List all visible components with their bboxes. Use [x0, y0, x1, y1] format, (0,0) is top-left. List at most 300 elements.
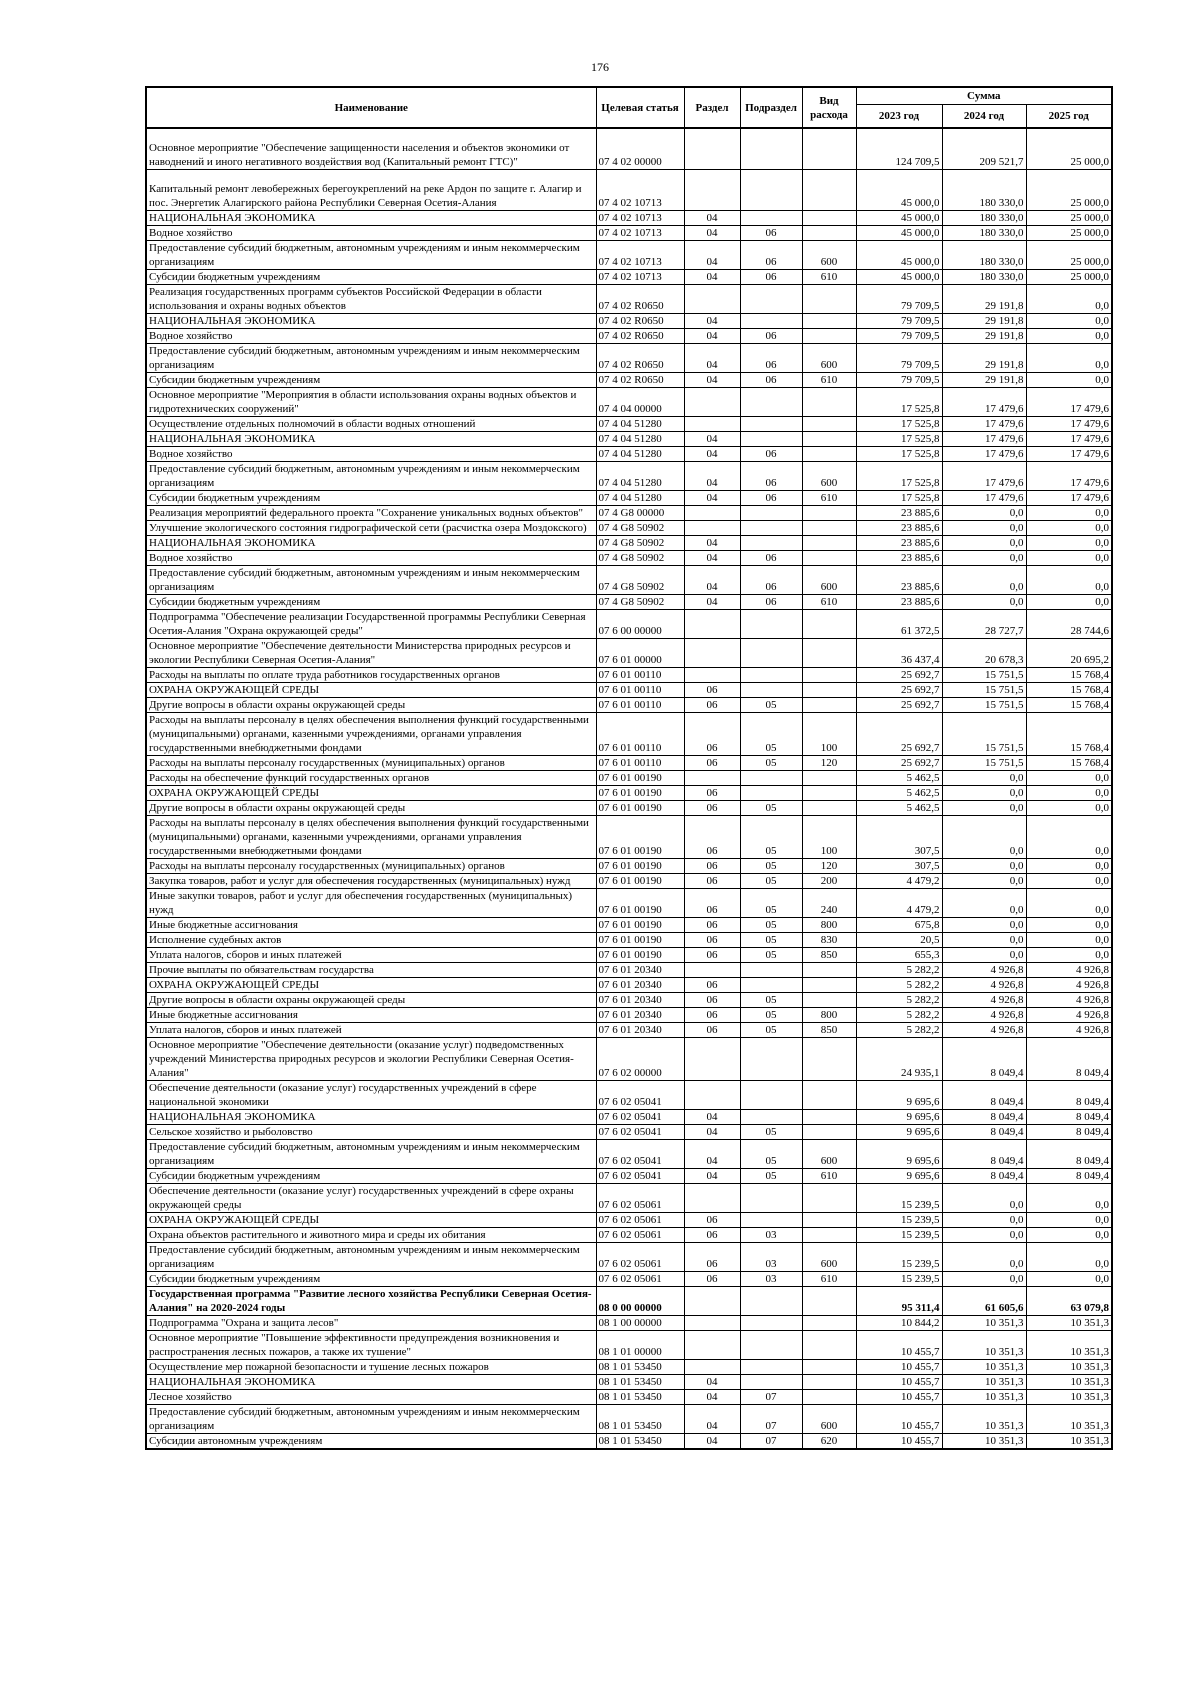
row-target-code: 07 6 01 00190 [596, 816, 684, 859]
row-name: Субсидии автономным учреждениям [146, 1434, 596, 1450]
table-row [146, 1213, 1112, 1228]
row-target-code: 07 4 02 10713 [596, 226, 684, 241]
row-target-code: 07 6 01 20340 [596, 1023, 684, 1038]
row-target-code: 07 6 02 05061 [596, 1272, 684, 1287]
row-subsection: 07 [740, 1434, 802, 1450]
row-target-code: 07 4 G8 50902 [596, 595, 684, 610]
row-section: 04 [684, 491, 740, 506]
row-target-code: 07 6 02 05041 [596, 1140, 684, 1169]
row-expense-type [802, 1287, 856, 1316]
row-name: Основное мероприятие "Мероприятия в области использования охраны водных объектов и гидротехнических сооружений" [146, 388, 596, 417]
row-sum-2023: 45 000,0 [856, 241, 942, 270]
row-section: 04 [684, 447, 740, 462]
row-expense-type [802, 1331, 856, 1360]
table-row [146, 170, 1112, 211]
row-sum-2025: 10 351,3 [1026, 1360, 1112, 1375]
row-target-code: 08 1 01 53450 [596, 1390, 684, 1405]
row-expense-type [802, 963, 856, 978]
row-sum-2025: 0,0 [1026, 595, 1112, 610]
row-target-code: 08 1 01 53450 [596, 1360, 684, 1375]
table-row [146, 801, 1112, 816]
row-subsection [740, 170, 802, 211]
row-section: 06 [684, 978, 740, 993]
row-sum-2025: 4 926,8 [1026, 993, 1112, 1008]
row-subsection: 05 [740, 801, 802, 816]
row-target-code: 07 4 G8 00000 [596, 506, 684, 521]
row-sum-2025: 0,0 [1026, 771, 1112, 786]
row-subsection [740, 314, 802, 329]
row-sum-2025: 0,0 [1026, 329, 1112, 344]
row-name: Сельское хозяйство и рыболовство [146, 1125, 596, 1140]
row-section: 04 [684, 536, 740, 551]
row-sum-2024: 10 351,3 [942, 1316, 1026, 1331]
row-subsection: 05 [740, 1140, 802, 1169]
row-section: 06 [684, 874, 740, 889]
row-sum-2025: 10 351,3 [1026, 1316, 1112, 1331]
row-expense-type [802, 1213, 856, 1228]
table-row [146, 462, 1112, 491]
row-sum-2025: 0,0 [1026, 566, 1112, 595]
row-sum-2024: 20 678,3 [942, 639, 1026, 668]
header-sum: Сумма [856, 87, 1112, 105]
row-expense-type: 830 [802, 933, 856, 948]
row-expense-type: 610 [802, 1169, 856, 1184]
row-sum-2025: 4 926,8 [1026, 963, 1112, 978]
row-name: Уплата налогов, сборов и иных платежей [146, 1023, 596, 1038]
table-row [146, 241, 1112, 270]
row-expense-type [802, 993, 856, 1008]
row-name: Основное мероприятие "Обеспечение защищенности населения и объектов экономики от наводнений и иного негативного воздействия вод (Капитальный ремонт ГТС)" [146, 128, 596, 170]
row-sum-2024: 0,0 [942, 918, 1026, 933]
row-sum-2025: 25 000,0 [1026, 211, 1112, 226]
row-target-code: 07 6 01 00110 [596, 756, 684, 771]
row-sum-2023: 17 525,8 [856, 388, 942, 417]
row-sum-2023: 45 000,0 [856, 211, 942, 226]
row-sum-2023: 5 282,2 [856, 1008, 942, 1023]
row-section: 06 [684, 918, 740, 933]
table-row [146, 786, 1112, 801]
row-sum-2025: 25 000,0 [1026, 128, 1112, 170]
row-expense-type: 620 [802, 1434, 856, 1450]
row-sum-2025: 15 768,4 [1026, 668, 1112, 683]
row-section: 04 [684, 211, 740, 226]
row-sum-2025: 15 768,4 [1026, 683, 1112, 698]
row-sum-2024: 10 351,3 [942, 1434, 1026, 1450]
row-sum-2023: 307,5 [856, 816, 942, 859]
row-subsection: 05 [740, 1023, 802, 1038]
row-sum-2024: 29 191,8 [942, 285, 1026, 314]
row-sum-2023: 79 709,5 [856, 344, 942, 373]
row-target-code: 07 4 04 00000 [596, 388, 684, 417]
row-sum-2023: 5 462,5 [856, 771, 942, 786]
row-sum-2023: 23 885,6 [856, 506, 942, 521]
row-sum-2025: 0,0 [1026, 918, 1112, 933]
row-name: Субсидии бюджетным учреждениям [146, 595, 596, 610]
row-subsection: 05 [740, 889, 802, 918]
row-name: Предоставление субсидий бюджетным, автономным учреждениям и иным некоммерческим организациям [146, 1140, 596, 1169]
row-sum-2024: 29 191,8 [942, 329, 1026, 344]
row-target-code: 07 4 02 R0650 [596, 329, 684, 344]
row-name: Обеспечение деятельности (оказание услуг) государственных учреждений в сфере национальной экономики [146, 1081, 596, 1110]
table-row [146, 918, 1112, 933]
table-row [146, 933, 1112, 948]
table-row [146, 1375, 1112, 1390]
table-header [146, 87, 1112, 128]
table-row [146, 1272, 1112, 1287]
table-row [146, 373, 1112, 388]
row-sum-2025: 10 351,3 [1026, 1390, 1112, 1405]
row-expense-type [802, 801, 856, 816]
row-subsection: 07 [740, 1405, 802, 1434]
row-sum-2023: 10 844,2 [856, 1316, 942, 1331]
row-section [684, 1081, 740, 1110]
table-row [146, 285, 1112, 314]
row-section: 04 [684, 551, 740, 566]
row-expense-type [802, 211, 856, 226]
row-target-code: 07 6 02 05041 [596, 1169, 684, 1184]
row-name: Предоставление субсидий бюджетным, автономным учреждениям и иным некоммерческим организациям [146, 344, 596, 373]
row-name: Прочие выплаты по обязательствам государства [146, 963, 596, 978]
row-sum-2025: 4 926,8 [1026, 1023, 1112, 1038]
budget-table [145, 86, 1113, 1450]
row-name: Иные закупки товаров, работ и услуг для обеспечения государственных (муниципальных) нужд [146, 889, 596, 918]
row-sum-2024: 0,0 [942, 816, 1026, 859]
row-sum-2024: 8 049,4 [942, 1169, 1026, 1184]
row-sum-2023: 45 000,0 [856, 226, 942, 241]
row-subsection [740, 610, 802, 639]
row-target-code: 07 4 04 51280 [596, 417, 684, 432]
row-name: Предоставление субсидий бюджетным, автономным учреждениям и иным некоммерческим организациям [146, 241, 596, 270]
row-section: 06 [684, 713, 740, 756]
row-sum-2024: 0,0 [942, 874, 1026, 889]
row-sum-2023: 17 525,8 [856, 462, 942, 491]
row-sum-2023: 10 455,7 [856, 1405, 942, 1434]
row-sum-2025: 0,0 [1026, 1272, 1112, 1287]
row-section: 06 [684, 683, 740, 698]
row-sum-2023: 10 455,7 [856, 1375, 942, 1390]
table-row [146, 639, 1112, 668]
row-sum-2025: 10 351,3 [1026, 1375, 1112, 1390]
header-section: Раздел [684, 87, 740, 128]
row-sum-2025: 15 768,4 [1026, 713, 1112, 756]
row-subsection [740, 128, 802, 170]
table-row [146, 1169, 1112, 1184]
row-sum-2023: 79 709,5 [856, 329, 942, 344]
row-target-code: 07 6 02 05061 [596, 1184, 684, 1213]
row-name: Подпрограмма "Обеспечение реализации Государственной программы Республики Северная Осетия-Алания "Охрана окружающей среды" [146, 610, 596, 639]
row-name: Обеспечение деятельности (оказание услуг) государственных учреждений в сфере охраны окружающей среды [146, 1184, 596, 1213]
row-subsection: 05 [740, 1125, 802, 1140]
row-sum-2023: 15 239,5 [856, 1184, 942, 1213]
row-section [684, 639, 740, 668]
row-sum-2024: 4 926,8 [942, 963, 1026, 978]
row-expense-type [802, 1184, 856, 1213]
row-sum-2025: 15 768,4 [1026, 756, 1112, 771]
row-sum-2024: 17 479,6 [942, 462, 1026, 491]
row-expense-type [802, 1360, 856, 1375]
row-target-code: 08 1 00 00000 [596, 1316, 684, 1331]
row-expense-type [802, 1110, 856, 1125]
row-section: 06 [684, 889, 740, 918]
row-sum-2024: 61 605,6 [942, 1287, 1026, 1316]
row-sum-2023: 10 455,7 [856, 1390, 942, 1405]
row-section: 06 [684, 1243, 740, 1272]
page-number: 176 [591, 60, 609, 74]
table-row [146, 536, 1112, 551]
row-sum-2024: 0,0 [942, 948, 1026, 963]
row-expense-type [802, 521, 856, 536]
row-subsection: 06 [740, 551, 802, 566]
row-expense-type [802, 417, 856, 432]
row-sum-2023: 9 695,6 [856, 1081, 942, 1110]
row-name: Расходы на выплаты персоналу государственных (муниципальных) органов [146, 859, 596, 874]
row-sum-2023: 36 437,4 [856, 639, 942, 668]
row-sum-2023: 45 000,0 [856, 270, 942, 285]
table-row [146, 1360, 1112, 1375]
row-sum-2024: 4 926,8 [942, 1008, 1026, 1023]
row-sum-2025: 20 695,2 [1026, 639, 1112, 668]
table-row [146, 1331, 1112, 1360]
row-target-code: 07 4 G8 50902 [596, 566, 684, 595]
row-name: Расходы на выплаты персоналу государственных (муниципальных) органов [146, 756, 596, 771]
row-sum-2023: 17 525,8 [856, 432, 942, 447]
row-expense-type [802, 1125, 856, 1140]
row-sum-2023: 10 455,7 [856, 1434, 942, 1450]
row-section: 04 [684, 566, 740, 595]
table-row [146, 128, 1112, 170]
row-section [684, 388, 740, 417]
row-target-code: 07 4 02 10713 [596, 241, 684, 270]
row-expense-type: 100 [802, 816, 856, 859]
row-target-code: 07 4 04 51280 [596, 491, 684, 506]
row-name: Субсидии бюджетным учреждениям [146, 373, 596, 388]
row-sum-2023: 95 311,4 [856, 1287, 942, 1316]
row-sum-2024: 0,0 [942, 1272, 1026, 1287]
row-sum-2025: 0,0 [1026, 801, 1112, 816]
row-expense-type: 850 [802, 1023, 856, 1038]
row-sum-2025: 0,0 [1026, 536, 1112, 551]
row-target-code: 07 4 02 10713 [596, 211, 684, 226]
row-section [684, 1331, 740, 1360]
row-sum-2023: 10 455,7 [856, 1360, 942, 1375]
row-name: Другие вопросы в области охраны окружающей среды [146, 801, 596, 816]
row-sum-2025: 17 479,6 [1026, 491, 1112, 506]
row-expense-type [802, 639, 856, 668]
table-row [146, 521, 1112, 536]
table-row [146, 948, 1112, 963]
row-target-code: 07 6 02 05041 [596, 1110, 684, 1125]
row-subsection: 05 [740, 698, 802, 713]
row-section: 06 [684, 786, 740, 801]
row-expense-type: 120 [802, 756, 856, 771]
row-sum-2024: 4 926,8 [942, 978, 1026, 993]
row-sum-2023: 25 692,7 [856, 698, 942, 713]
table-row [146, 713, 1112, 756]
row-sum-2024: 180 330,0 [942, 226, 1026, 241]
row-subsection [740, 388, 802, 417]
row-sum-2024: 17 479,6 [942, 417, 1026, 432]
row-sum-2024: 0,0 [942, 1184, 1026, 1213]
row-target-code: 07 4 02 R0650 [596, 373, 684, 388]
row-subsection [740, 639, 802, 668]
row-sum-2023: 17 525,8 [856, 417, 942, 432]
row-target-code: 07 6 02 00000 [596, 1038, 684, 1081]
row-name: Основное мероприятие "Обеспечение деятельности (оказание услуг) подведомственных учреждений Министерства природных ресурсов и экологии Республики Северная Осетия-Алания" [146, 1038, 596, 1081]
row-sum-2024: 4 926,8 [942, 1023, 1026, 1038]
row-name: Другие вопросы в области охраны окружающей среды [146, 993, 596, 1008]
row-subsection: 03 [740, 1228, 802, 1243]
row-subsection: 06 [740, 447, 802, 462]
row-name: Водное хозяйство [146, 551, 596, 566]
table-row [146, 610, 1112, 639]
row-name: Лесное хозяйство [146, 1390, 596, 1405]
row-sum-2023: 5 282,2 [856, 978, 942, 993]
row-name: Расходы на обеспечение функций государственных органов [146, 771, 596, 786]
table-row [146, 1008, 1112, 1023]
row-target-code: 07 4 02 10713 [596, 270, 684, 285]
row-target-code: 07 6 01 00000 [596, 639, 684, 668]
table-body [146, 128, 1112, 1449]
row-sum-2025: 10 351,3 [1026, 1405, 1112, 1434]
row-target-code: 07 6 01 00190 [596, 948, 684, 963]
row-target-code: 07 4 02 R0650 [596, 344, 684, 373]
row-target-code: 07 6 01 00190 [596, 918, 684, 933]
row-sum-2024: 8 049,4 [942, 1081, 1026, 1110]
row-section: 06 [684, 801, 740, 816]
table-row [146, 595, 1112, 610]
row-section [684, 963, 740, 978]
row-subsection: 06 [740, 226, 802, 241]
table-row [146, 771, 1112, 786]
row-target-code: 07 6 01 00190 [596, 786, 684, 801]
row-sum-2023: 17 525,8 [856, 491, 942, 506]
row-subsection [740, 1375, 802, 1390]
row-expense-type: 200 [802, 874, 856, 889]
row-subsection [740, 521, 802, 536]
row-section [684, 521, 740, 536]
row-sum-2025: 0,0 [1026, 786, 1112, 801]
row-expense-type: 610 [802, 595, 856, 610]
row-sum-2025: 8 049,4 [1026, 1038, 1112, 1081]
row-subsection [740, 432, 802, 447]
row-section: 06 [684, 756, 740, 771]
row-target-code: 07 6 02 05061 [596, 1213, 684, 1228]
row-section: 04 [684, 1169, 740, 1184]
row-subsection [740, 536, 802, 551]
row-section: 06 [684, 1213, 740, 1228]
row-expense-type: 610 [802, 491, 856, 506]
table-row [146, 698, 1112, 713]
row-section: 06 [684, 933, 740, 948]
row-subsection: 06 [740, 241, 802, 270]
row-sum-2024: 17 479,6 [942, 432, 1026, 447]
row-name: НАЦИОНАЛЬНАЯ ЭКОНОМИКА [146, 314, 596, 329]
row-section: 04 [684, 1140, 740, 1169]
row-sum-2024: 28 727,7 [942, 610, 1026, 639]
row-name: Водное хозяйство [146, 226, 596, 241]
row-sum-2023: 15 239,5 [856, 1213, 942, 1228]
header-name: Наименование [146, 87, 596, 128]
row-target-code: 07 6 01 00190 [596, 801, 684, 816]
row-sum-2023: 15 239,5 [856, 1272, 942, 1287]
row-target-code: 07 6 01 20340 [596, 978, 684, 993]
row-target-code: 07 6 01 00190 [596, 933, 684, 948]
row-target-code: 07 6 01 00190 [596, 771, 684, 786]
row-target-code: 07 6 02 05041 [596, 1125, 684, 1140]
table-row [146, 1110, 1112, 1125]
row-sum-2024: 0,0 [942, 859, 1026, 874]
row-name: Предоставление субсидий бюджетным, автономным учреждениям и иным некоммерческим организациям [146, 1243, 596, 1272]
row-sum-2023: 25 692,7 [856, 683, 942, 698]
row-sum-2025: 0,0 [1026, 285, 1112, 314]
row-name: Осуществление мер пожарной безопасности и тушение лесных пожаров [146, 1360, 596, 1375]
row-subsection [740, 771, 802, 786]
row-sum-2024: 0,0 [942, 506, 1026, 521]
row-section [684, 128, 740, 170]
row-subsection [740, 211, 802, 226]
row-sum-2024: 0,0 [942, 801, 1026, 816]
row-sum-2024: 0,0 [942, 536, 1026, 551]
table-row [146, 329, 1112, 344]
row-target-code: 07 4 02 R0650 [596, 285, 684, 314]
row-sum-2024: 0,0 [942, 1213, 1026, 1228]
row-sum-2025: 25 000,0 [1026, 170, 1112, 211]
table-row [146, 491, 1112, 506]
row-section: 06 [684, 1023, 740, 1038]
table-row [146, 551, 1112, 566]
row-sum-2023: 9 695,6 [856, 1125, 942, 1140]
table-row [146, 566, 1112, 595]
row-name: Водное хозяйство [146, 329, 596, 344]
row-section: 04 [684, 432, 740, 447]
row-subsection: 06 [740, 462, 802, 491]
row-subsection: 05 [740, 933, 802, 948]
row-expense-type: 600 [802, 241, 856, 270]
row-name: НАЦИОНАЛЬНАЯ ЭКОНОМИКА [146, 432, 596, 447]
row-subsection [740, 668, 802, 683]
row-target-code: 07 6 01 00190 [596, 859, 684, 874]
table-row [146, 344, 1112, 373]
table-row [146, 432, 1112, 447]
table-row [146, 388, 1112, 417]
row-name: Реализация государственных программ субъектов Российской Федерации в области использования и охраны водных объектов [146, 285, 596, 314]
row-expense-type [802, 536, 856, 551]
row-sum-2023: 4 479,2 [856, 889, 942, 918]
row-name: Предоставление субсидий бюджетным, автономным учреждениям и иным некоммерческим организациям [146, 1405, 596, 1434]
row-target-code: 08 1 01 53450 [596, 1434, 684, 1450]
row-sum-2023: 5 462,5 [856, 786, 942, 801]
row-sum-2023: 79 709,5 [856, 314, 942, 329]
row-expense-type [802, 1316, 856, 1331]
row-sum-2025: 0,0 [1026, 1243, 1112, 1272]
header-target: Целевая статья [596, 87, 684, 128]
row-subsection: 05 [740, 859, 802, 874]
row-section: 06 [684, 1228, 740, 1243]
row-expense-type [802, 432, 856, 447]
row-sum-2024: 17 479,6 [942, 447, 1026, 462]
row-name: Расходы на выплаты по оплате труда работников государственных органов [146, 668, 596, 683]
table-row [146, 1287, 1112, 1316]
row-target-code: 07 6 00 00000 [596, 610, 684, 639]
row-expense-type: 800 [802, 1008, 856, 1023]
row-section [684, 1316, 740, 1331]
row-subsection [740, 506, 802, 521]
row-name: Подпрограмма "Охрана и защита лесов" [146, 1316, 596, 1331]
row-section: 04 [684, 314, 740, 329]
row-expense-type [802, 226, 856, 241]
row-section [684, 285, 740, 314]
row-subsection: 06 [740, 344, 802, 373]
